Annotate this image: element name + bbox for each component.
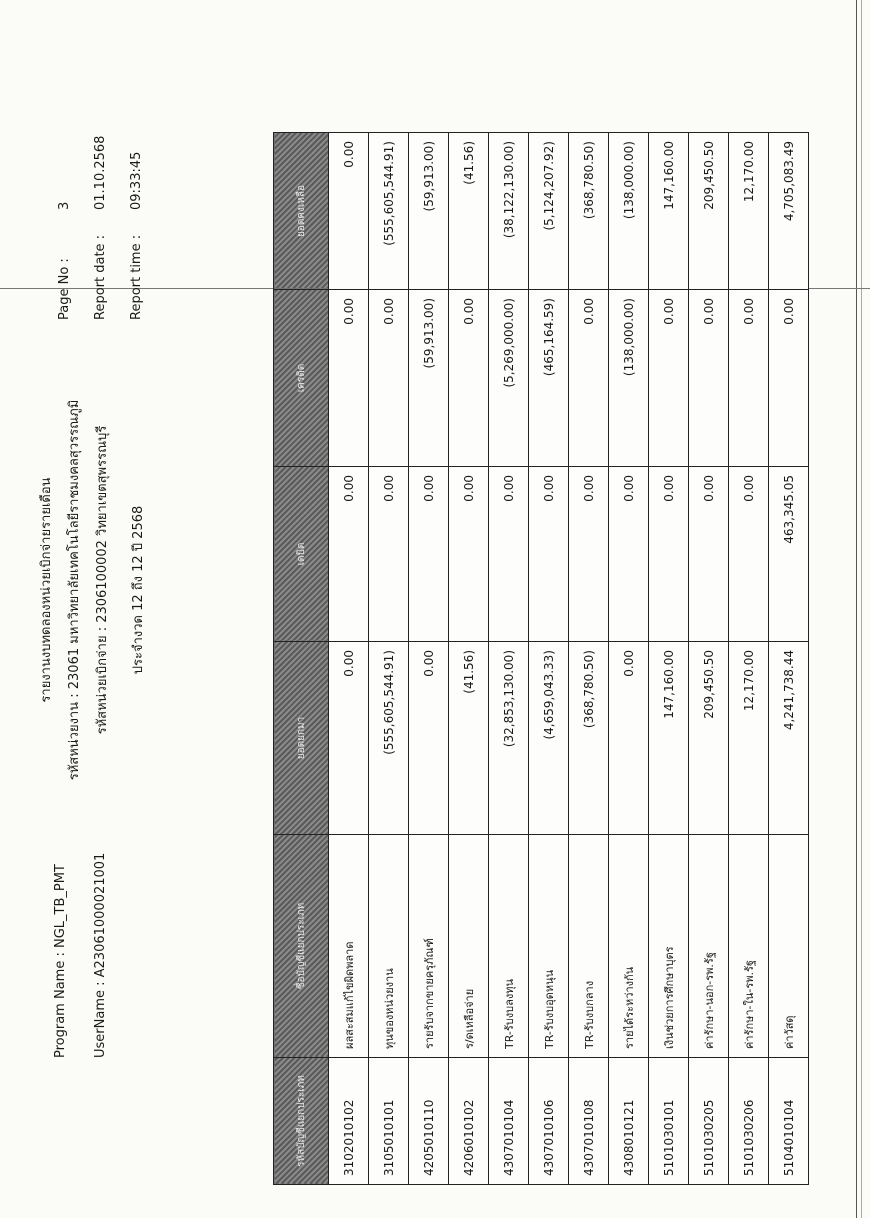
report-time: 09:33:45 <box>129 151 144 210</box>
trial-balance-report <box>15 50 835 1200</box>
cell-balance: (138,000.00) <box>609 133 649 290</box>
report-date: 01.10.2568 <box>93 135 108 210</box>
cell-balance: 209,450.50 <box>689 133 729 290</box>
cell-credit: (59,913.00) <box>409 290 449 467</box>
cell-code: 5101030101 <box>649 1058 689 1185</box>
page-no-label: Page No : <box>57 258 72 320</box>
cell-name: TR-รับงบกลาง <box>569 835 609 1058</box>
cell-name: ค่าวัสดุ <box>769 835 809 1058</box>
program-name: Program Name : NGL_TB_PMT <box>53 864 68 1058</box>
cell-credit: 0.00 <box>729 290 769 467</box>
table-row <box>609 133 649 1185</box>
cell-code: 4308010121 <box>609 1058 649 1185</box>
cell-credit: (5,269,000.00) <box>489 290 529 467</box>
table-row <box>729 133 769 1185</box>
cell-credit: (138,000.00) <box>609 290 649 467</box>
cell-name: TR-รับงบลงทุน <box>489 835 529 1058</box>
cell-balance: 0.00 <box>329 133 369 290</box>
cell-brought-forward: (32,853,130.00) <box>489 642 529 835</box>
cell-brought-forward: 147,160.00 <box>649 642 689 835</box>
page-no: 3 <box>57 201 72 210</box>
table-row <box>689 133 729 1185</box>
cell-code: 4205010110 <box>409 1058 449 1185</box>
cell-brought-forward: (368,780.50) <box>569 642 609 835</box>
cell-brought-forward: 0.00 <box>609 642 649 835</box>
cell-balance: (5,124,207.92) <box>529 133 569 290</box>
cell-code: 4206010102 <box>449 1058 489 1185</box>
cell-brought-forward: (41.56) <box>449 642 489 835</box>
cell-name: ทุนของหน่วยงาน <box>369 835 409 1058</box>
table-row <box>649 133 689 1185</box>
table-row <box>409 133 449 1185</box>
cell-code: 4307010104 <box>489 1058 529 1185</box>
cell-brought-forward: 0.00 <box>329 642 369 835</box>
cell-debit: 0.00 <box>529 467 569 642</box>
cell-name: TR-รับงบอุดหนุน <box>529 835 569 1058</box>
report-date-label: Report date : <box>93 234 108 320</box>
cell-credit: 0.00 <box>769 290 809 467</box>
table-header-row <box>274 133 329 1185</box>
cell-brought-forward: 12,170.00 <box>729 642 769 835</box>
cell-balance: (368,780.50) <box>569 133 609 290</box>
col-header-credit: เครดิต <box>274 290 329 467</box>
cell-code: 5104010104 <box>769 1058 809 1185</box>
report-title: รายงานงบทดลองหน่วยเบิกจ่ายรายเดือน <box>39 477 54 703</box>
cell-debit: 0.00 <box>329 467 369 642</box>
page-edge-line <box>856 0 857 1218</box>
cell-code: 5101030205 <box>689 1058 729 1185</box>
cell-name: ค่ารักษา-ใน-รพ.รัฐ <box>729 835 769 1058</box>
report-period: ประจำงวด 12 ถึง 12 ปี 2568 <box>131 505 146 675</box>
cell-code: 3102010102 <box>329 1058 369 1185</box>
cell-name: ค่ารักษา-นอก-รพ.รัฐ <box>689 835 729 1058</box>
table-row <box>529 133 569 1185</box>
cell-name: เงินช่วยการศึกษาบุตร <box>649 835 689 1058</box>
cell-debit: 0.00 <box>489 467 529 642</box>
table-row <box>369 133 409 1185</box>
cell-balance: 12,170.00 <box>729 133 769 290</box>
page-edge-line-secondary <box>861 0 862 1218</box>
cell-balance: (38,122,130.00) <box>489 133 529 290</box>
col-header-debit: เดบิต <box>274 467 329 642</box>
table-row <box>569 133 609 1185</box>
cell-brought-forward: 0.00 <box>409 642 449 835</box>
col-header-brought-forward: ยอดยกมา <box>274 642 329 835</box>
user-name: UserName : A23061000021001 <box>93 852 108 1058</box>
cell-brought-forward: (555,605,544.91) <box>369 642 409 835</box>
cell-credit: 0.00 <box>369 290 409 467</box>
cell-brought-forward: 209,450.50 <box>689 642 729 835</box>
cell-credit: 0.00 <box>649 290 689 467</box>
table-row <box>769 133 809 1185</box>
cell-credit: 0.00 <box>329 290 369 467</box>
cell-debit: 0.00 <box>369 467 409 642</box>
cell-code: 4307010106 <box>529 1058 569 1185</box>
cell-debit: 0.00 <box>409 467 449 642</box>
cell-credit: 0.00 <box>569 290 609 467</box>
col-header-balance: ยอดคงเหลือ <box>274 133 329 290</box>
cell-name: รายรับจากขายครุภัณฑ์ <box>409 835 449 1058</box>
cell-brought-forward: (4,659,043.33) <box>529 642 569 835</box>
unit-code: รหัสหน่วยงาน : 23061 มหาวิทยาลัยเทคโนโลยีราชมงคลสุวรรณภูมิ <box>67 399 82 781</box>
cell-debit: 0.00 <box>729 467 769 642</box>
cell-balance: (41.56) <box>449 133 489 290</box>
report-time-label: Report time : <box>129 234 144 320</box>
cell-code: 3105010101 <box>369 1058 409 1185</box>
cell-credit: 0.00 <box>449 290 489 467</box>
cell-debit: 0.00 <box>609 467 649 642</box>
cell-debit: 0.00 <box>569 467 609 642</box>
table-row <box>449 133 489 1185</box>
cell-name: ร/ดเหลือจ่าย <box>449 835 489 1058</box>
table-row <box>329 133 369 1185</box>
cell-debit: 0.00 <box>689 467 729 642</box>
cell-code: 5101030206 <box>729 1058 769 1185</box>
cell-code: 4307010108 <box>569 1058 609 1185</box>
cell-name: รายได้ระหว่างกัน <box>609 835 649 1058</box>
table-body <box>329 133 809 1185</box>
cell-balance: 147,160.00 <box>649 133 689 290</box>
cell-name: ผลสะสมแก้ไขผิดพลาด <box>329 835 369 1058</box>
cell-debit: 0.00 <box>449 467 489 642</box>
cell-credit: 0.00 <box>689 290 729 467</box>
cell-brought-forward: 4,241,738.44 <box>769 642 809 835</box>
cell-credit: (465,164.59) <box>529 290 569 467</box>
trial-balance-table <box>273 132 809 1185</box>
col-header-account-code: รหัสบัญชีแยกประเภท <box>274 1058 329 1185</box>
cell-balance: (555,605,544.91) <box>369 133 409 290</box>
cell-balance: (59,913.00) <box>409 133 449 290</box>
table-row <box>489 133 529 1185</box>
cell-balance: 4,705,083.49 <box>769 133 809 290</box>
cell-debit: 0.00 <box>649 467 689 642</box>
disbursing-unit: รหัสหน่วยเบิกจ่าย : 2306100002 วิทยาเขตสุพรรณบุรี <box>95 425 110 735</box>
col-header-account-name: ชื่อบัญชีแยกประเภท <box>274 835 329 1058</box>
cell-debit: 463,345.05 <box>769 467 809 642</box>
